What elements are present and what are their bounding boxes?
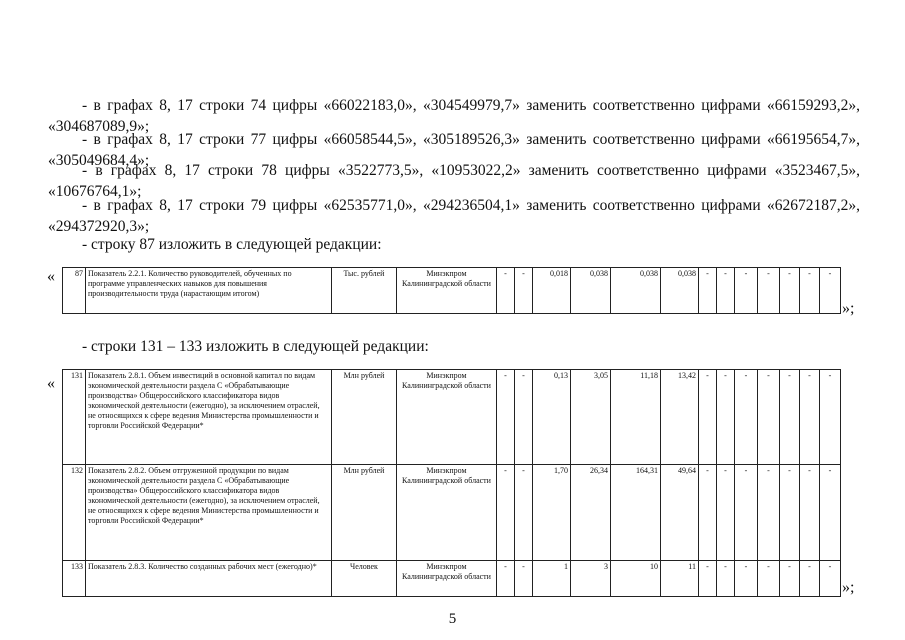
responsible-org-cell: Минэкпром Калининградской области xyxy=(397,370,497,465)
table-row xyxy=(63,370,841,465)
page-number: 5 xyxy=(448,611,457,627)
unit-cell: Млн рублей xyxy=(332,465,397,561)
responsible-org-cell: Минэкпром Калининградской области xyxy=(397,268,497,314)
value-cell: - xyxy=(497,465,515,561)
value-cell: - xyxy=(780,268,800,314)
value-cell: 0,13 xyxy=(533,370,571,465)
value-cell: - xyxy=(820,370,841,465)
value-cell: - xyxy=(758,561,780,597)
indicator-name-cell: Показатель 2.8.1. Объем инвестиций в основной капитал по видам экономической деятельности раздела С «Обрабатывающие производства» Общероссийского классификатора видов экономической деятельности (ежегодно), за исключением отраслей, не относящихся к сфере ведения Министерства промышленности и торговли Российской Федерации* xyxy=(86,370,332,465)
value-cell: - xyxy=(758,465,780,561)
value-cell: - xyxy=(780,370,800,465)
indicator-name-cell: Показатель 2.8.3. Количество созданных рабочих мест (ежегодно)* xyxy=(86,561,332,597)
value-cell: - xyxy=(735,370,758,465)
value-cell: 11 xyxy=(661,561,699,597)
quote-open-131: « xyxy=(47,375,55,392)
value-cell: 3 xyxy=(571,561,611,597)
value-cell: - xyxy=(717,370,735,465)
quote-open-87: « xyxy=(47,268,55,285)
value-cell: - xyxy=(699,465,717,561)
indicator-name-cell: Показатель 2.8.2. Объем отгруженной продукции по видам экономической деятельности раздела С «Обрабатывающие производства» Общероссийского классификатора видов экономической деятельности (ежегодно), за исключением отраслей, не относящихся к сфере ведения Министерства промышленности и торговли Российской Федерации* xyxy=(86,465,332,561)
value-cell: 10 xyxy=(611,561,661,597)
value-cell: - xyxy=(717,268,735,314)
quote-close-131: »; xyxy=(842,579,855,596)
paragraph-row-74: - в графах 8, 17 строки 74 цифры «66022183,0», «304549979,7» заменить соответственно цифрами «66159293,2», «304687089,9»; xyxy=(48,97,860,135)
quote-close-87: »; xyxy=(842,300,855,317)
value-cell: - xyxy=(735,268,758,314)
value-cell: - xyxy=(780,561,800,597)
value-cell: - xyxy=(820,561,841,597)
value-cell: - xyxy=(699,561,717,597)
indicator-table-87 xyxy=(62,267,841,314)
value-cell: - xyxy=(699,370,717,465)
value-cell: - xyxy=(758,268,780,314)
value-cell: - xyxy=(515,268,533,314)
value-cell: - xyxy=(717,561,735,597)
value-cell: 13,42 xyxy=(661,370,699,465)
value-cell: - xyxy=(497,268,515,314)
value-cell: - xyxy=(780,465,800,561)
responsible-org-cell: Минэкпром Калининградской области xyxy=(397,465,497,561)
value-cell: - xyxy=(800,268,820,314)
value-cell: - xyxy=(515,370,533,465)
value-cell: 0,038 xyxy=(661,268,699,314)
indicator-table-131-133 xyxy=(62,369,841,597)
value-cell: - xyxy=(758,370,780,465)
unit-cell: Человек xyxy=(332,561,397,597)
value-cell: - xyxy=(515,465,533,561)
value-cell: 26,34 xyxy=(571,465,611,561)
paragraph-row-79: - в графах 8, 17 строки 79 цифры «62535771,0», «294236504,1» заменить соответственно цифрами «62672187,2», «294372920,3»; xyxy=(48,197,860,235)
value-cell: - xyxy=(800,465,820,561)
table-row xyxy=(63,561,841,597)
intro-rows-131-133: - строки 131 – 133 изложить в следующей редакции: xyxy=(82,338,429,355)
value-cell: 1,70 xyxy=(533,465,571,561)
value-cell: - xyxy=(717,465,735,561)
paragraph-row-78: - в графах 8, 17 строки 78 цифры «3522773,5», «10953022,2» заменить соответственно цифрами «3523467,5», «10676764,1»; xyxy=(48,162,860,200)
value-cell: - xyxy=(735,561,758,597)
value-cell: - xyxy=(497,370,515,465)
value-cell: 11,18 xyxy=(611,370,661,465)
value-cell: - xyxy=(800,370,820,465)
value-cell: 49,64 xyxy=(661,465,699,561)
value-cell: - xyxy=(820,268,841,314)
table-row xyxy=(63,465,841,561)
unit-cell: Тыс. рублей xyxy=(332,268,397,314)
value-cell: - xyxy=(515,561,533,597)
responsible-org-cell: Минэкпром Калининградской области xyxy=(397,561,497,597)
value-cell: - xyxy=(699,268,717,314)
value-cell: - xyxy=(735,465,758,561)
value-cell: - xyxy=(820,465,841,561)
unit-cell: Млн рублей xyxy=(332,370,397,465)
row-number-cell: 87 xyxy=(63,268,86,314)
value-cell: 3,05 xyxy=(571,370,611,465)
value-cell: - xyxy=(497,561,515,597)
value-cell: - xyxy=(800,561,820,597)
value-cell: 0,038 xyxy=(611,268,661,314)
paragraph-row-77: - в графах 8, 17 строки 77 цифры «66058544,5», «305189526,3» заменить соответственно цифрами «66195654,7», «305049684,4»; xyxy=(48,131,860,169)
intro-row-87: - строку 87 изложить в следующей редакции: xyxy=(82,236,382,253)
row-number-cell: 132 xyxy=(63,465,86,561)
indicator-name-cell: Показатель 2.2.1. Количество руководителей, обученных по программе управленческих навыков для повышения производительности труда (нарастающим итогом) xyxy=(86,268,332,314)
row-number-cell: 133 xyxy=(63,561,86,597)
value-cell: 164,31 xyxy=(611,465,661,561)
row-number-cell: 131 xyxy=(63,370,86,465)
value-cell: 0,018 xyxy=(533,268,571,314)
value-cell: 1 xyxy=(533,561,571,597)
value-cell: 0,038 xyxy=(571,268,611,314)
table-row xyxy=(63,268,841,314)
